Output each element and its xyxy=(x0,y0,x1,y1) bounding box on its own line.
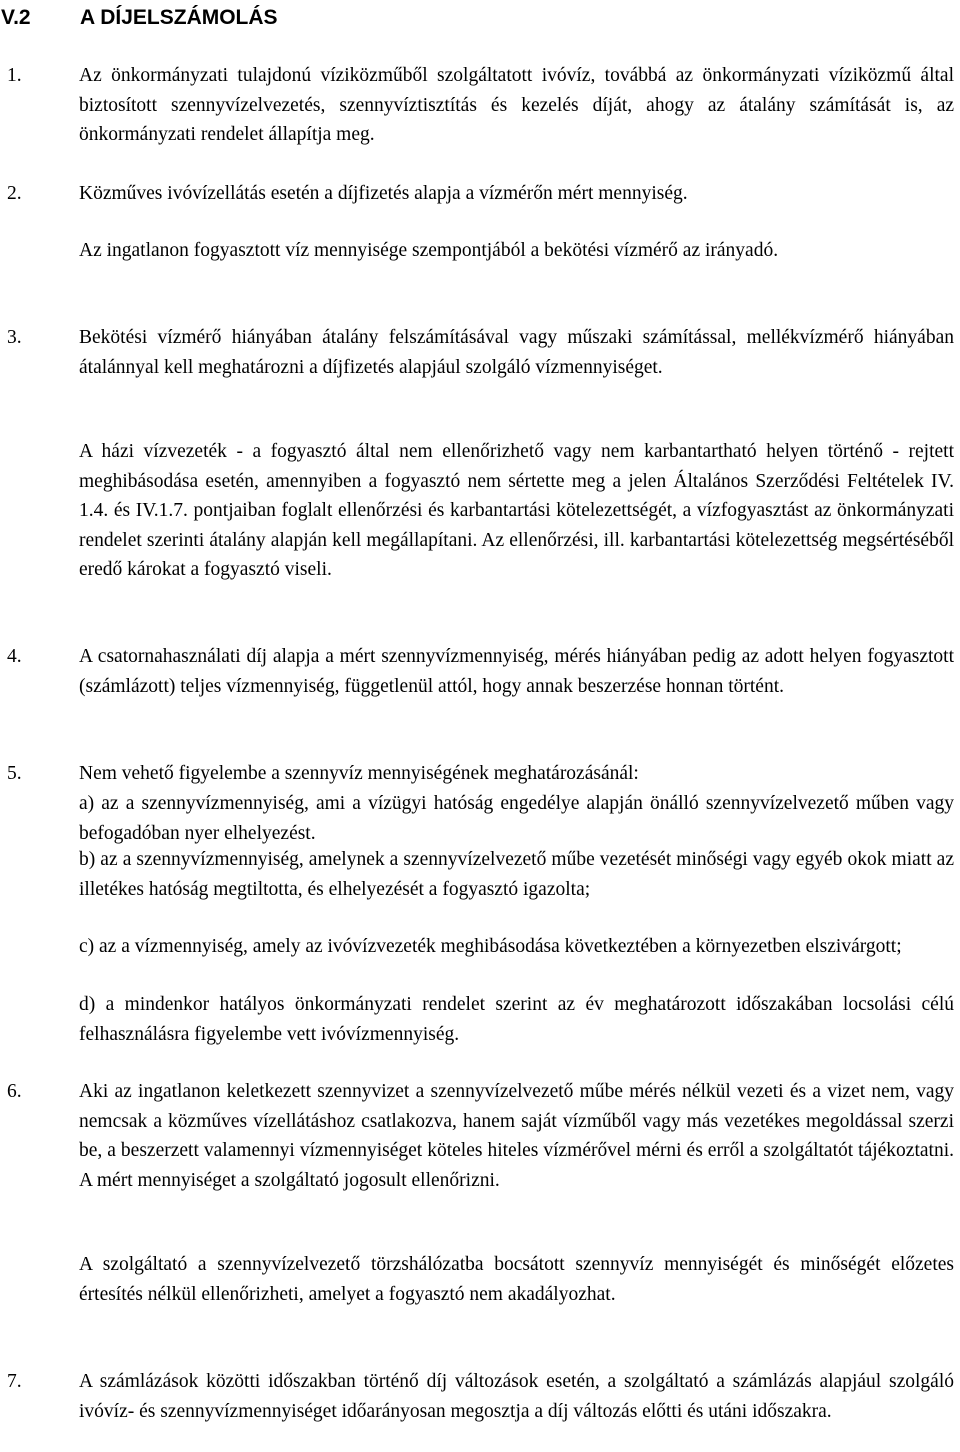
section-number: V.2 xyxy=(1,6,31,29)
item-5-subitem-c: c) az a vízmennyiség, amely az ivóvízvezeték meghibásodása következtében a környezetben elszivárgott; xyxy=(79,936,902,957)
item-5-subitem-d: d) a mindenkor hatályos önkormányzati rendelet szerint az év meghatározott időszakában locsolási célú felhasználásra figyelembe vett ivóvízmennyiség. xyxy=(79,994,954,1045)
item-2-paragraph-1: Közműves ivóvízellátás esetén a díjfizetés alapja a vízmérőn mért mennyiség. xyxy=(79,183,688,204)
item-6-paragraph-1: Aki az ingatlanon keletkezett szennyvizet a szennyvízelvezető műbe mérés nélkül vezeti és a vizet nem, vagy nemcsak a közműves vízellátáshoz csatlakozva, hanem saját vízműből vagy más vezetékes megoldással szerzi be, a beszerzett valamennyi vízmennyiséget köteles hiteles vízmérővel mérni és erről a szolgáltatót tájékoztatni. A mért mennyiséget a szolgáltató jogosult ellenőrizni. xyxy=(79,1081,954,1191)
item-4-number: 4. xyxy=(7,646,22,667)
item-2-number: 2. xyxy=(7,183,22,204)
item-7-paragraph-1: A számlázások közötti időszakban történő díj változások esetén, a szolgáltató a számlázás alapjául szolgáló ivóvíz- és szennyvízmennyiséget időarányosan megosztja a díj változás előtti és utáni időszakra. xyxy=(79,1371,954,1422)
item-5-number: 5. xyxy=(7,763,22,784)
item-5-paragraph-1: Nem vehető figyelembe a szennyvíz mennyiségének meghatározásánál: xyxy=(79,763,639,784)
item-5-subitem-a: a) az a szennyvízmennyiség, ami a vízügyi hatóság engedélye alapján önálló szennyvízelvezető műben vagy befogadóban nyer elhelyezést. xyxy=(79,793,954,844)
item-1-paragraph-1: Az önkormányzati tulajdonú víziközműből szolgáltatott ivóvíz, továbbá az önkormányzati víziközmű által biztosított szennyvízelvezetés, szennyvíztisztítás és kezelés díját, ahogy az átalány számítását is, az önkormányzati rendelet állapítja meg. xyxy=(79,65,954,146)
item-5-subitem-b: b) az a szennyvízmennyiség, amelynek a szennyvízelvezető műbe vezetését minőségi vagy egyéb okok miatt az illetékes hatóság megtiltotta, és elhelyezését a fogyasztó igazolta; xyxy=(79,849,954,900)
section-title: A DÍJELSZÁMOLÁS xyxy=(80,6,278,29)
item-1-number: 1. xyxy=(7,65,22,86)
item-4-paragraph-1: A csatornahasználati díj alapja a mért szennyvízmennyiség, mérés hiányában pedig az adott helyen fogyasztott (számlázott) teljes vízmennyiség, függetlenül attól, hogy annak beszerzése honnan történt. xyxy=(79,646,954,697)
item-3-number: 3. xyxy=(7,327,22,348)
item-3-paragraph-1: Bekötési vízmérő hiányában átalány felszámításával vagy műszaki számítással, mellékvízmérő hiányában átalánnyal kell meghatározni a díjfizetés alapjául szolgáló vízmennyiséget. xyxy=(79,327,954,378)
item-3-paragraph-2: A házi vízvezeték - a fogyasztó által nem ellenőrizhető vagy nem karbantartható helyen történő - rejtett meghibásodása esetén, amennyiben a fogyasztó nem sértette meg a jelen Általános Szerződési Feltételek IV. 1.4. és IV.1.7. pontjaiban foglalt ellenőrzési és karbantartási kötelezettségét, a vízfogyasztást az önkormányzati rendelet szerinti átalány alapján kell megállapítani. Az ellenőrzési, ill. karbantartási kötelezettség megsértéséből eredő károkat a fogyasztó viseli. xyxy=(79,441,954,581)
item-6-paragraph-2: A szolgáltató a szennyvízelvezető törzshálózatba bocsátott szennyvíz mennyiségét és minőségét előzetes értesítés nélkül ellenőrizheti, amelyet a fogyasztó nem akadályozhat. xyxy=(79,1254,954,1305)
item-2-paragraph-2: Az ingatlanon fogyasztott víz mennyisége szempontjából a bekötési vízmérő az irányadó. xyxy=(79,240,779,261)
item-6-number: 6. xyxy=(7,1081,22,1102)
item-7-number: 7. xyxy=(7,1371,22,1392)
